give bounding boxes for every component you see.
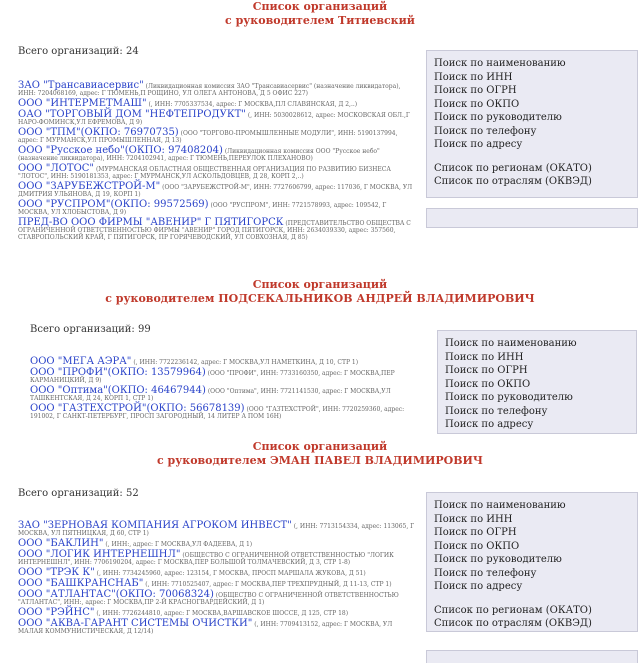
sidebar-link-name[interactable]: Поиск по наименованию bbox=[434, 500, 566, 511]
org-details: (, ИНН: 7713154334, адрес: 113065, Г МОСКВА, УЛ ПЯТНИЦКАЯ, Д 60, СТР 1) bbox=[18, 523, 415, 537]
sidebar-link-okved[interactable]: Список по отраслям (ОКВЭД) bbox=[434, 618, 592, 629]
org-count: Всего организаций: 24 bbox=[18, 46, 139, 57]
list-item bbox=[30, 405, 430, 420]
list-item bbox=[18, 551, 418, 566]
section-title bbox=[0, 440, 640, 468]
list-item bbox=[18, 183, 418, 198]
list-item bbox=[18, 219, 418, 241]
section-title bbox=[0, 0, 640, 28]
org-details: (ОБЩЕСТВО С ОГРАНИЧЕННОЙ ОТВЕТСТВЕННОСТЬЮ "ЛОГИК ИНТЕРНЕШНЛ", ИНН: 7706190204, адрес: Г МОСКВА,ПЕР БОЛЬШОЙ ТОЛМАЧЕВСКИЙ, Д 3, СТР 1-8) bbox=[18, 552, 394, 566]
sidebar-link-okved[interactable]: Список по отраслям (ОКВЭД) bbox=[434, 176, 592, 187]
org-details: (ООО "РУСПРОМ", ИНН: 7721578993, адрес: 109542, Г МОСКВА, УЛ ХЛОБЫСТОВА, Д 9) bbox=[18, 202, 387, 216]
sidebar-link-ogrn[interactable]: Поиск по ОГРН bbox=[434, 85, 517, 96]
org-list bbox=[18, 522, 418, 638]
org-link[interactable]: ЗАО "ЗЕРНОВАЯ КОМПАНИЯ АГРОКОМ ИНВЕСТ" bbox=[18, 520, 292, 531]
sidebar-link-address[interactable]: Поиск по адресу bbox=[445, 419, 534, 430]
list-item bbox=[30, 387, 430, 402]
list-item bbox=[18, 100, 418, 108]
section-title bbox=[0, 278, 640, 306]
list-item bbox=[18, 147, 418, 162]
org-details: (, ИНН:, адрес: Г МОСКВА,УЛ ФАДЕЕВА, Д 1) bbox=[105, 541, 253, 548]
list-item bbox=[18, 165, 418, 180]
sidebar-panel bbox=[426, 650, 638, 663]
org-details: (МУРМАНСКАЯ ОБЛАСТНАЯ ОБЩЕСТВЕННАЯ ОРГАНИЗАЦИЯ ПО РАЗВИТИЮ БИЗНЕСА "ЛОТОС", ИНН: 5190181353, адрес: Г МУРМАНСК,УЛ АСКОЛЬДОВЦЕВ, Д 28, КОРП 2,..) bbox=[18, 166, 391, 180]
section-title-line1: Список организаций bbox=[252, 0, 388, 13]
org-link[interactable]: ООО "ТПМ"(ОКПО: 76970735) bbox=[18, 127, 179, 138]
org-link[interactable]: ООО "АКВА-ГАРАНТ СИСТЕМЫ ОЧИСТКИ" bbox=[18, 618, 253, 629]
org-link[interactable]: ООО "ИНТЕРМЕТМАШ" bbox=[18, 98, 147, 109]
list-item bbox=[18, 201, 418, 216]
org-details: (ООО "ПРОФИ", ИНН: 7733160350, адрес: Г МОСКВА,ПЕР КАРМАНИЦКИЙ, Д 9) bbox=[30, 370, 395, 384]
org-details: (ООО "ТОРГОВО-ПРОМЫШЛЕННЫЕ МОДУЛИ", ИНН: 5190137994, адрес: Г МУРМАНСК,УЛ ПРОМЫШЛЕННАЯ, Д 13) bbox=[18, 130, 398, 144]
org-details: (, ИНН: 7722236142, адрес: Г МОСКВА,УЛ НАМЕТКИНА, Д 10, СТР 1) bbox=[133, 359, 359, 366]
org-link[interactable]: ООО "Русское небо"(ОКПО: 97408204) bbox=[18, 145, 223, 156]
org-link[interactable]: ООО "МЕГА АЭРА" bbox=[30, 356, 132, 367]
org-details: (ООО "Оптима", ИНН: 7721141530, адрес: Г МОСКВА,УЛ ТАШКЕНТСКАЯ, Д 24, КОРП 1, СТР 1) bbox=[30, 388, 391, 402]
sidebar-link-inn[interactable]: Поиск по ИНН bbox=[445, 351, 524, 363]
sidebar-link-okpo[interactable]: Поиск по ОКПО bbox=[445, 378, 531, 390]
org-details: (, ИНН: 7734245960, адрес: 123154, Г МОСКВА, ПРОСП МАРШАЛА ЖУКОВА, Д 51) bbox=[96, 570, 366, 577]
org-details: (ООО "ЗАРУБЕЖСТРОЙ-М", ИНН: 7727606799, адрес: 117036, Г МОСКВА, УЛ ДМИТРИЯ УЛЬЯНОВА, Д 19, КОРП 1) bbox=[18, 184, 413, 198]
sidebar-link-name[interactable]: Поиск по наименованию bbox=[445, 338, 577, 349]
org-list bbox=[18, 82, 418, 244]
org-link[interactable]: ООО "ПРОФИ"(ОКПО: 13579964) bbox=[30, 367, 206, 378]
org-link[interactable]: ООО "ЗАРУБЕЖСТРОЙ-М" bbox=[18, 181, 161, 192]
section-title-line2: с руководителем ПОДСЕКАЛЬНИКОВ АНДРЕЙ ВЛАДИМИРОВИЧ bbox=[105, 292, 535, 305]
org-link[interactable]: ООО "РУСПРОМ"(ОКПО: 99572569) bbox=[18, 199, 209, 210]
org-link[interactable]: ЗАО "Трансавиасервис" bbox=[18, 80, 144, 91]
org-details: (Ликвидационная комиссия ООО "Русское небо" (назначение ликвидатора), ИНН: 7204102941, адрес: Г ТЮМЕНЬ,ПЕРЕУЛОК ПЛЕХАНОВО) bbox=[18, 148, 380, 162]
sidebar-link-director[interactable]: Поиск по руководителю bbox=[445, 392, 573, 403]
sidebar-link-phone[interactable]: Поиск по телефону bbox=[434, 567, 537, 579]
sidebar-link-okato[interactable]: Список по регионам (ОКАТО) bbox=[434, 604, 592, 616]
org-link[interactable]: ОАО "ТОРГОВЫЙ ДОМ "НЕФТЕПРОДУКТ" bbox=[18, 109, 246, 120]
org-link[interactable]: ООО "ТРЭК К" bbox=[18, 567, 95, 578]
list-item bbox=[30, 369, 430, 384]
sidebar-link-phone[interactable]: Поиск по телефону bbox=[434, 125, 537, 137]
list-item bbox=[18, 82, 418, 97]
org-count: Всего организаций: 99 bbox=[30, 324, 151, 335]
sidebar-link-address[interactable]: Поиск по адресу bbox=[434, 139, 523, 150]
sidebar-link-inn[interactable]: Поиск по ИНН bbox=[434, 71, 513, 83]
list-item bbox=[18, 522, 418, 537]
sidebar-link-phone[interactable]: Поиск по телефону bbox=[445, 405, 548, 417]
sidebar-link-ogrn[interactable]: Поиск по ОГРН bbox=[434, 527, 517, 538]
list-item bbox=[18, 111, 418, 126]
list-item bbox=[18, 129, 418, 144]
list-item bbox=[18, 540, 418, 548]
org-details: (, ИНН: 7726244810, адрес: Г МОСКВА,ВАРШАВСКОЕ ШОССЕ, Д 125, СТР 18) bbox=[96, 610, 349, 617]
section-title-line2: с руководителем Титиевский bbox=[225, 14, 415, 27]
list-item bbox=[30, 358, 430, 366]
list-item bbox=[18, 591, 418, 606]
org-details: (, ИНН: 7705337534, адрес: Г МОСКВА,ПЛ СЛАВЯНСКАЯ, Д 2,..) bbox=[148, 101, 358, 108]
org-details: (ОБЩЕСТВО С ОГРАНИЧЕННОЙ ОТВЕТСТВЕННОСТЬЮ "АТЛАНТАС", ИНН:, адрес: Г МОСКВА,ПР 2-Й КРАСНОГВАРДЕЙСКИЙ, Д 1) bbox=[18, 592, 399, 606]
org-details: (, ИНН: 5030028612, адрес: МОСКОВСКАЯ ОБЛ.,Г НАРО-ФОМИНСК,УЛ ЕФРЕМОВА, Д 9) bbox=[18, 112, 410, 126]
org-link[interactable]: ООО "БАКЛИН" bbox=[18, 538, 104, 549]
list-item bbox=[18, 609, 418, 617]
org-link[interactable]: ПРЕД-ВО ООО ФИРМЫ "АВЕНИР" Г ПЯТИГОРСК bbox=[18, 217, 284, 228]
search-sidebar bbox=[426, 50, 638, 198]
sidebar-link-okpo[interactable]: Поиск по ОКПО bbox=[434, 540, 520, 552]
org-details: (, ИНН: 7710525407, адрес: Г МОСКВА,ПЕР ТРЕХПРУДНЫЙ, Д 11-13, СТР 1) bbox=[145, 581, 392, 588]
list-item bbox=[18, 569, 418, 577]
sidebar-link-ogrn[interactable]: Поиск по ОГРН bbox=[445, 365, 528, 376]
sidebar-link-director[interactable]: Поиск по руководителю bbox=[434, 554, 562, 565]
org-link[interactable]: ООО "ЛОГИК ИНТЕРНЕШНЛ" bbox=[18, 549, 181, 560]
section-title-line1: Список организаций bbox=[252, 440, 388, 453]
org-link[interactable]: ООО "Оптима"(ОКПО: 46467944) bbox=[30, 385, 206, 396]
sidebar-link-okato[interactable]: Список по регионам (ОКАТО) bbox=[434, 162, 592, 174]
section-title-line1: Список организаций bbox=[252, 278, 388, 291]
sidebar-panel bbox=[426, 208, 638, 228]
org-link[interactable]: ООО "БАШКРАНСНАБ" bbox=[18, 578, 144, 589]
org-count: Всего организаций: 52 bbox=[18, 488, 139, 499]
org-link[interactable]: ООО "ГАЗТЕХСТРОЙ"(ОКПО: 56678139) bbox=[30, 403, 245, 414]
org-details: (ООО "ГАЗТЕХСТРОЙ", ИНН: 7720259360, адрес: 191002, Г САНКТ-ПЕТЕРБУРГ, ПРОСП ЗАГОРОДНЫЙ, 14 ЛИТЕР А ПОМ 16Н) bbox=[30, 406, 405, 420]
org-details: (, ИНН: 7709413152, адрес: Г МОСКВА, УЛ МАЛАЯ КОММУНИСТИЧЕСКАЯ, Д 12/14) bbox=[18, 621, 393, 635]
list-item bbox=[18, 580, 418, 588]
org-link[interactable]: ООО "АТЛАНТАС"(ОКПО: 70068324) bbox=[18, 589, 214, 600]
org-link[interactable]: ООО "РЭЙНС" bbox=[18, 607, 95, 618]
org-details: (ПРЕДСТАВИТЕЛЬСТВО ОБЩЕСТВА С ОГРАНИЧЕННОЙ ОТВЕТСТВЕННОСТЬЮ ФИРМЫ "АВЕНИР" ГОРОД ПЯТИГОРСК, ИНН: 2634039330, адрес: 357560, СТАВРОПОЛЬСКИЙ КРАЙ, Г ПЯТИГОРСК, ПР ГОРЯЧЕВОДСКИЙ, УЛ СОВХОЗНАЯ, Д 85) bbox=[18, 220, 411, 241]
sidebar-link-okpo[interactable]: Поиск по ОКПО bbox=[434, 98, 520, 110]
org-details: (Ликвидационная комиссия ЗАО "Трансавиасервис" (назначение ликвидатора), ИНН: 7204068169, адрес: Г ТЮМЕНЬ,П РОЩИНО, УЛ ОЛЕГА АНТОНОВА, Д 5 ОФИС 227) bbox=[18, 83, 401, 97]
list-item bbox=[18, 620, 418, 635]
search-sidebar bbox=[437, 330, 637, 434]
sidebar-link-address[interactable]: Поиск по адресу bbox=[434, 581, 523, 592]
sidebar-link-name[interactable]: Поиск по наименованию bbox=[434, 58, 566, 69]
org-list bbox=[30, 358, 430, 423]
sidebar-link-director[interactable]: Поиск по руководителю bbox=[434, 112, 562, 123]
search-sidebar bbox=[426, 492, 638, 632]
section-title-line2: с руководителем ЭМАН ПАВЕЛ ВЛАДИМИРОВИЧ bbox=[157, 454, 483, 467]
org-link[interactable]: ООО "ЛОТОС" bbox=[18, 163, 95, 174]
sidebar-link-inn[interactable]: Поиск по ИНН bbox=[434, 513, 513, 525]
